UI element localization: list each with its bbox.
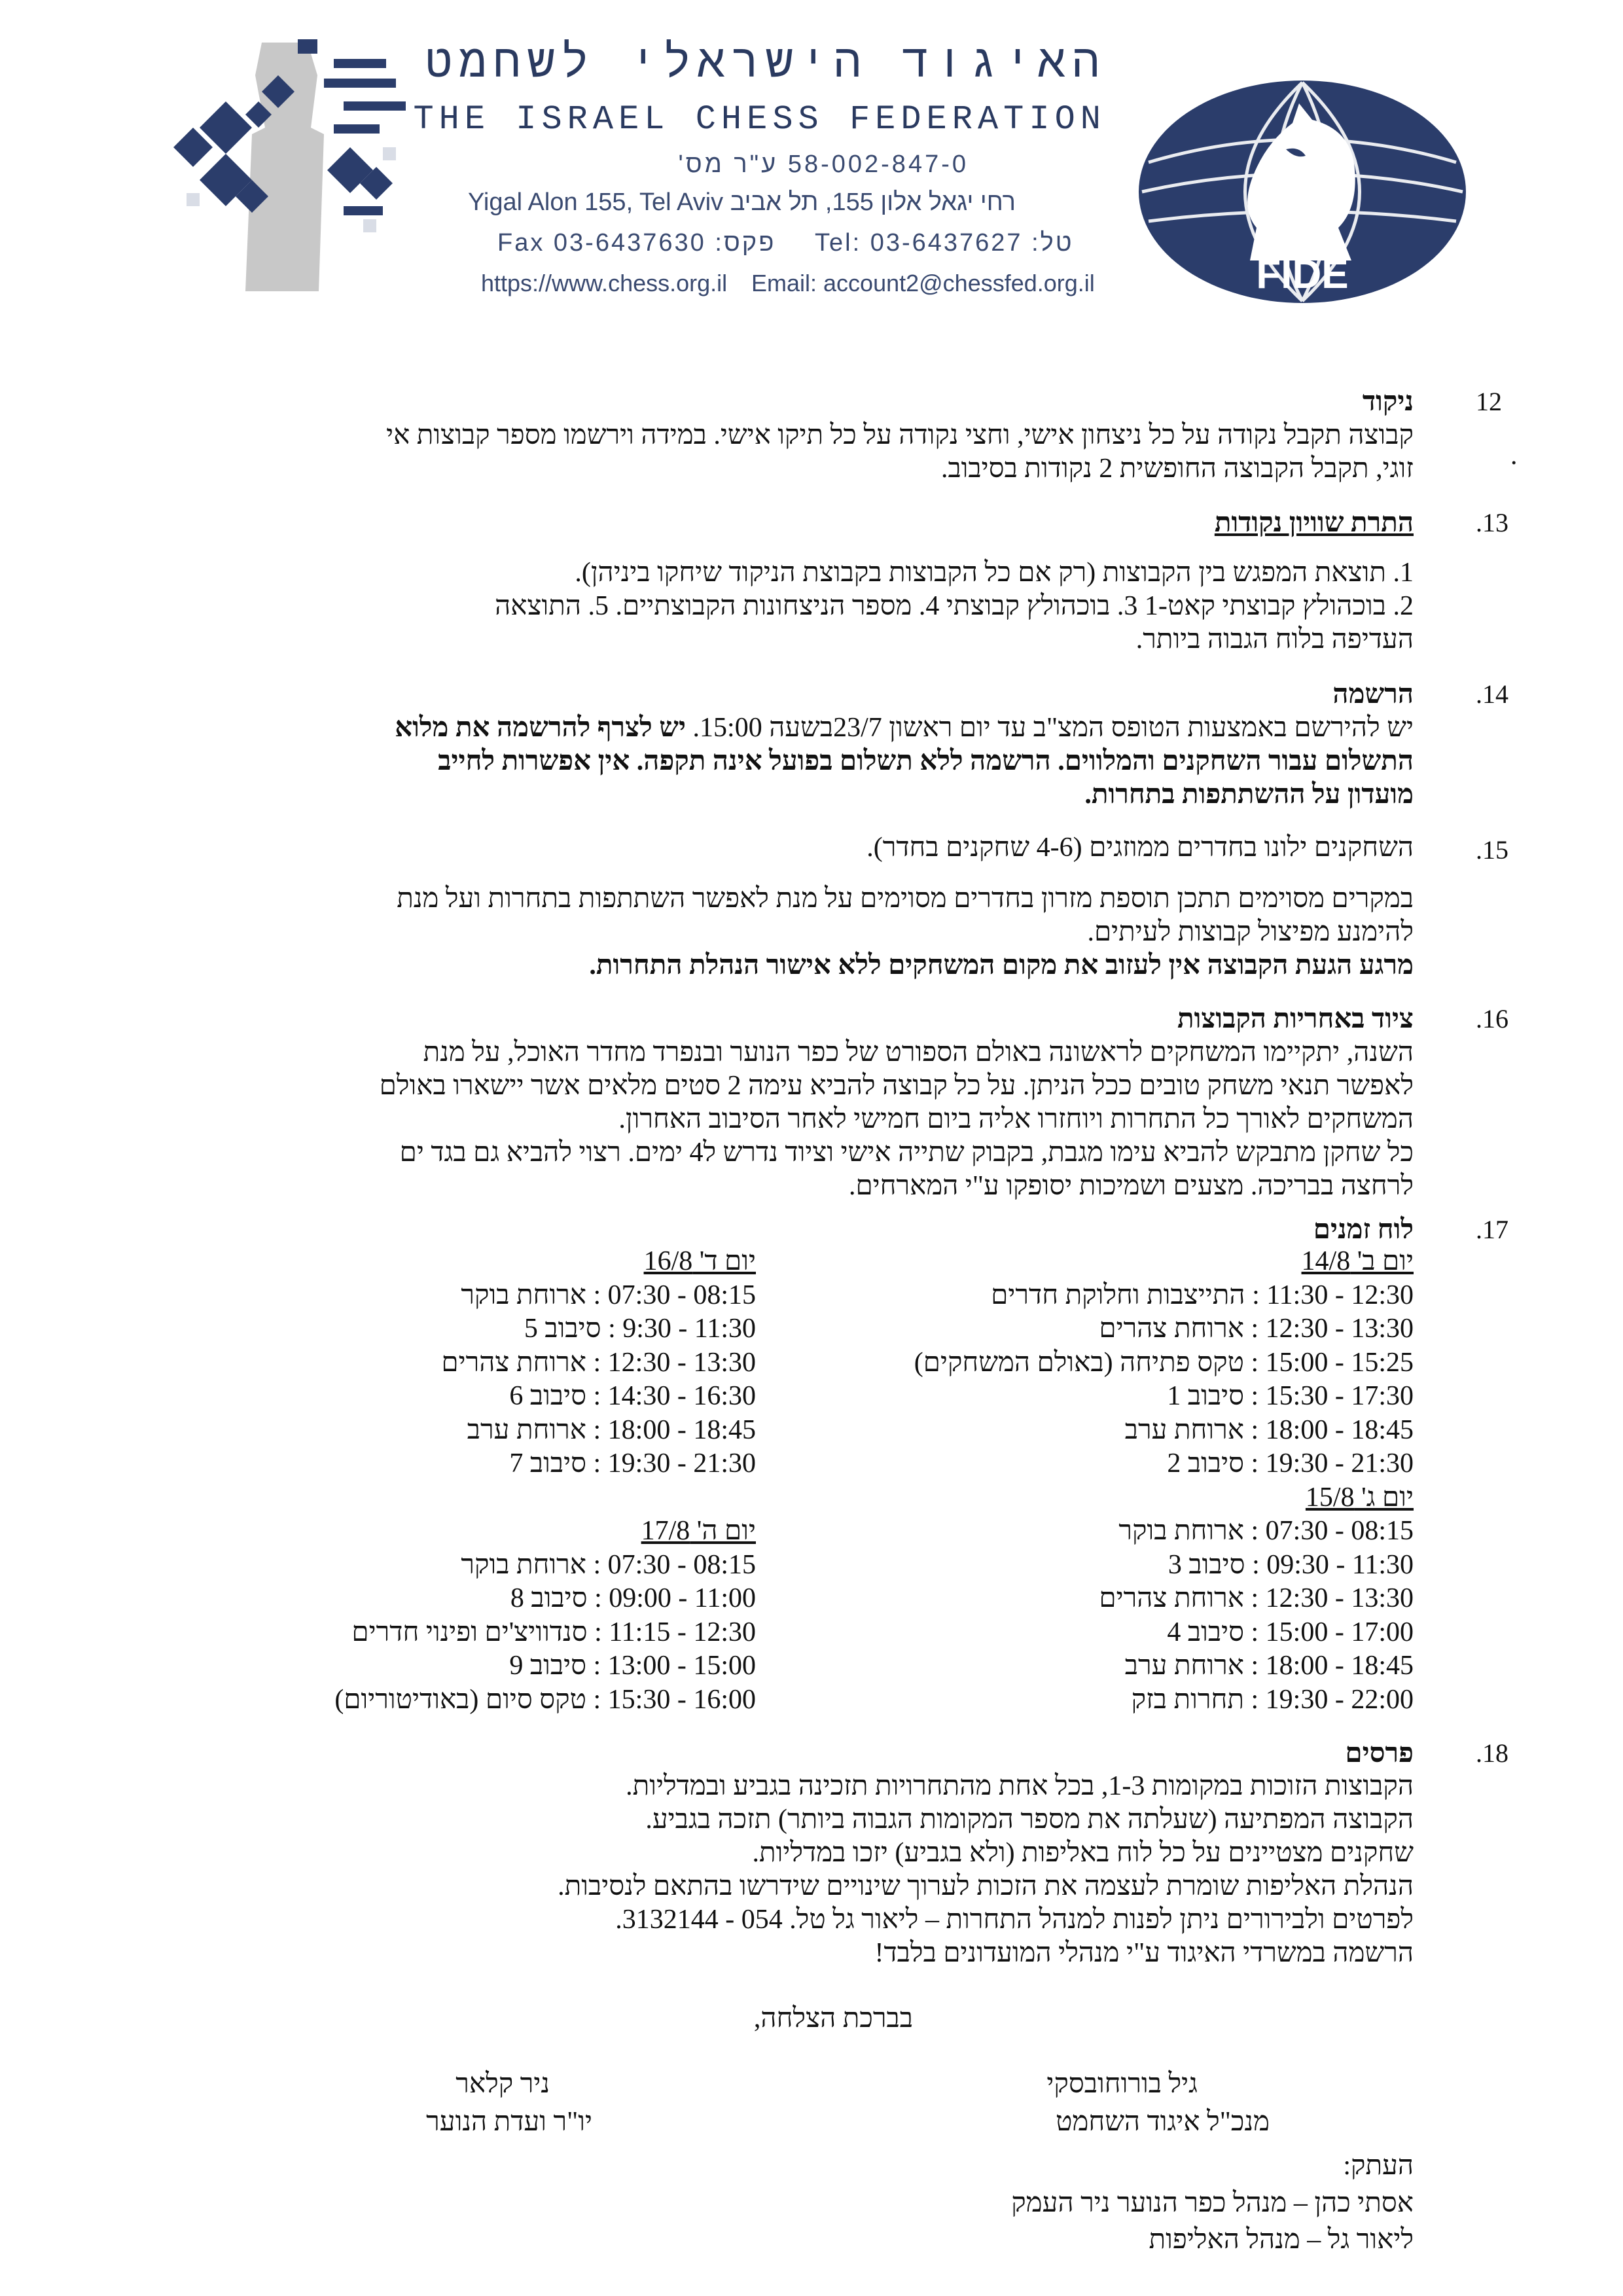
schedule-row: 07:30 - 08:15 : ארוחת בוקר bbox=[167, 1279, 756, 1313]
paragraph-line: המשחקים לאורך כל התחרות ויוחזרו אליה ביום חמישי לאחר הסיבוב האחרון. bbox=[618, 1104, 1414, 1134]
section-number: .17 bbox=[1476, 1215, 1508, 1244]
schedule-day: יום ד' 16/8 bbox=[643, 1246, 756, 1276]
section-tiebreak-body bbox=[52, 556, 1414, 656]
schedule-row: 9:30 - 11:30 : סיבוב 5 bbox=[167, 1312, 756, 1346]
section-number: 12 bbox=[1476, 387, 1502, 416]
schedule-row: 14:30 - 16:30 : סיבוב 6 bbox=[167, 1380, 756, 1414]
schedule-time: 09:00 - 11:00 bbox=[609, 1583, 756, 1613]
schedule-time: 12:30 - 13:30 bbox=[607, 1347, 756, 1378]
schedule-time: 13:00 - 15:00 bbox=[607, 1651, 756, 1681]
paragraph-line: במקרים מסוימים תתכן תוספת מזרון בחדרים מסוימים על מנת לאפשר השתתפות בתחרות ועל מנת bbox=[397, 884, 1414, 914]
lodging-warning: מרגע הגעת הקבוצה אין לעזוב את מקום המשחקים ללא אישור הנהלת התחרות. bbox=[589, 950, 1414, 980]
schedule-time: 12:30 - 13:30 bbox=[1265, 1583, 1414, 1613]
schedule-row: 15:30 - 17:30 : סיבוב 1 bbox=[785, 1380, 1414, 1414]
schedule-row: 19:30 - 21:30 : סיבוב 2 bbox=[785, 1447, 1414, 1481]
stray-dot: . bbox=[1510, 440, 1518, 471]
schedule-event: ארוחת צהרים bbox=[441, 1347, 586, 1378]
section-title-schedule: לוח זמנים bbox=[1313, 1215, 1414, 1245]
section-lodging-intro: השחקנים ילונו בחדרים ממוזגים (4-6 שחקנים בחדר). bbox=[866, 833, 1414, 863]
section-title-tiebreak: התרת שוויון נקודות bbox=[1214, 508, 1414, 538]
schedule-time: 09:30 - 11:30 bbox=[1266, 1549, 1414, 1580]
section-title-registration: הרשמה bbox=[1332, 679, 1414, 709]
schedule-event: ארוחת בוקר bbox=[461, 1280, 586, 1310]
schedule-event: ארוחת ערב bbox=[1124, 1414, 1244, 1445]
schedule-event: סיבוב 6 bbox=[509, 1381, 586, 1411]
section-equipment-body bbox=[52, 1036, 1414, 1203]
section-number: .14 bbox=[1476, 679, 1508, 709]
schedule-event: סיבוב 4 bbox=[1167, 1617, 1244, 1647]
schedule-time: 19:30 - 21:30 bbox=[607, 1448, 756, 1479]
schedule-event: טקס פתיחה (באולם המשחקים) bbox=[914, 1347, 1244, 1378]
schedule-event: סנדוויצ'ים ופינוי חדרים bbox=[351, 1617, 588, 1647]
paragraph-line: 1. תוצאת המפגש בין הקבוצות (רק אם כל הקבוצות בקבוצת הניקוד שיחקו ביניהן). bbox=[575, 558, 1414, 588]
schedule-row: 12:30 - 13:30 : ארוחת צהרים bbox=[785, 1312, 1414, 1346]
schedule-row: 12:30 - 13:30 : ארוחת צהרים bbox=[167, 1346, 756, 1380]
signer-role: מנכ"ל איגוד השחמט bbox=[1056, 2107, 1270, 2137]
section-registration-body bbox=[52, 711, 1414, 812]
website-link[interactable]: https://www.chess.org.il bbox=[481, 270, 728, 296]
schedule-row: 07:30 - 08:15 : ארוחת בוקר bbox=[785, 1515, 1414, 1549]
schedule-row: 13:00 - 15:00 : סיבוב 9 bbox=[167, 1649, 756, 1683]
fide-logo bbox=[1135, 77, 1469, 306]
federation-title-english: THE ISRAEL CHESS FEDERATION bbox=[413, 100, 1106, 139]
schedule-time: 18:00 - 18:45 bbox=[1265, 1414, 1414, 1445]
paragraph-line: 2. בוכהולץ קבוצתי קאט-1 3. בוכהולץ קבוצתי 4. מספר הניצחונות הקבוצתיים. 5. התוצאה bbox=[495, 591, 1414, 621]
paragraph-line: לאפשר תנאי משחק טובים ככל הניתן. על כל קבוצה להביא עימה 2 סטים מלאים אשר יישארו באולם bbox=[379, 1071, 1414, 1101]
schedule-row: 18:00 - 18:45 : ארוחת ערב bbox=[785, 1414, 1414, 1448]
schedule-row: 19:30 - 21:30 : סיבוב 7 bbox=[167, 1447, 756, 1481]
schedule-row: 15:00 - 15:25 : טקס פתיחה (באולם המשחקים) bbox=[785, 1346, 1414, 1380]
schedule-event: ארוחת בוקר bbox=[461, 1549, 586, 1580]
schedule-event: ארוחת בוקר bbox=[1118, 1516, 1244, 1546]
section-number: .16 bbox=[1476, 1004, 1508, 1033]
schedule-event: ארוחת ערב bbox=[467, 1414, 586, 1445]
paragraph-line: לרחצה בבריכה. מצעים ושמיכות יסופקו ע"י המארחים. bbox=[848, 1171, 1414, 1201]
schedule-time: 19:30 - 21:30 bbox=[1265, 1448, 1414, 1479]
paragraph-line: קבוצה תקבל נקודה על כל ניצחון אישי, וחצי נקודה על כל תיקו אישי. במידה וירשמו מספר קבוצות אי bbox=[386, 420, 1414, 450]
schedule-column-left bbox=[167, 1245, 756, 1717]
cc-line: ליאור גל – מנהל האליפות bbox=[1149, 2225, 1414, 2255]
schedule-event: סיבוב 5 bbox=[524, 1314, 601, 1344]
section-title-prizes: פרסים bbox=[1345, 1738, 1414, 1768]
paragraph-line: השנה, יתקיימו המשחקים לראשונה באולם הספורט של כפר הנוער ובנפרד מחדר האוכל, על מנת bbox=[423, 1037, 1414, 1067]
paragraph-line: כל שחקן מתבקש להביא עימו מגבת, בקבוק שתייה אישי וציוד נדרש ל4 ימים. רצוי להביא גם בגד ים bbox=[399, 1138, 1414, 1168]
schedule-row: 09:00 - 11:00 : סיבוב 8 bbox=[167, 1582, 756, 1616]
section-title-equipment: ציוד באחריות הקבוצות bbox=[1177, 1004, 1414, 1034]
cc-line: אסתי כהן – מנהל כפר הנוער ניר העמק bbox=[1011, 2188, 1414, 2218]
schedule-row: 18:00 - 18:45 : ארוחת ערב bbox=[785, 1649, 1414, 1683]
schedule-row: 07:30 - 08:15 : ארוחת בוקר bbox=[167, 1549, 756, 1583]
email-link[interactable]: Email: account2@chessfed.org.il bbox=[751, 270, 1095, 296]
schedule-time: 18:00 - 18:45 bbox=[1265, 1651, 1414, 1681]
schedule-time: 15:30 - 17:30 bbox=[1265, 1381, 1414, 1411]
schedule-row: 11:15 - 12:30 : סנדוויצ'ים ופינוי חדרים bbox=[167, 1616, 756, 1650]
federation-title-hebrew: האיגוד הישראלי לשחמט bbox=[425, 34, 1106, 88]
fax-number: Fax 03-6437630 :פקס bbox=[497, 229, 776, 257]
schedule-event: סיבוב 9 bbox=[509, 1651, 586, 1681]
paragraph-line: מועדון על ההשתתפות בתחרות. bbox=[1084, 780, 1414, 810]
schedule-row: 12:30 - 13:30 : ארוחת צהרים bbox=[785, 1582, 1414, 1616]
schedule-event: ארוחת צהרים bbox=[1099, 1314, 1244, 1344]
registration-number: 58-002-847-0 ע"ר מס' bbox=[678, 151, 969, 178]
schedule-time: 11:15 - 12:30 bbox=[609, 1617, 756, 1647]
schedule-time: 15:30 - 16:00 bbox=[607, 1684, 756, 1715]
schedule-time: 9:30 - 11:30 bbox=[622, 1314, 756, 1344]
schedule-event: טקס סיום (באודיטוריום) bbox=[334, 1684, 586, 1715]
schedule-row: 19:30 - 22:00 : תחרות בזק bbox=[785, 1683, 1414, 1717]
schedule-column-right bbox=[785, 1245, 1414, 1717]
section-title-scoring: ניקוד bbox=[1362, 387, 1414, 417]
section-prizes-body bbox=[236, 1770, 1414, 1970]
schedule-event: ארוחת צהרים bbox=[1099, 1583, 1244, 1613]
section-number: .15 bbox=[1476, 835, 1508, 865]
cc-label: העתק: bbox=[1343, 2151, 1414, 2181]
schedule-time: 07:30 - 08:15 bbox=[1265, 1516, 1414, 1546]
schedule-row: 18:00 - 18:45 : ארוחת ערב bbox=[167, 1414, 756, 1448]
schedule-time: 07:30 - 08:15 bbox=[607, 1549, 756, 1580]
section-number: .18 bbox=[1476, 1738, 1508, 1768]
paragraph-line: הנהלת האליפות שומרת לעצמה את הזכות לערוך שינויים שידרשו בהתאם לנסיבות. bbox=[558, 1871, 1414, 1901]
signer-name: ניר קלאר bbox=[455, 2069, 550, 2099]
paragraph-line: הקבוצות הזוכות במקומות 1-3, בכל אחת מהתחרויות תזכינה בגביע ובמדליות. bbox=[626, 1771, 1414, 1801]
paragraph-line: הקבוצה המפתיעה (שעלתה את מספר המקומות הגבוה ביותר) תזכה בגביע. bbox=[645, 1804, 1414, 1835]
tel-number: Tel: 03-6437627 :טל bbox=[815, 229, 1074, 257]
fide-text: FIDE bbox=[1256, 252, 1349, 297]
closing-greeting: בברכת הצלחה, bbox=[753, 2003, 913, 2034]
schedule-event: סיבוב 2 bbox=[1167, 1448, 1244, 1479]
schedule-time: 07:30 - 08:15 bbox=[607, 1280, 756, 1310]
section-scoring-body bbox=[52, 419, 1414, 486]
paragraph-line: שחקנים מצטיינים על כל לוח באליפות (ולא בגביע) יזכו במדליות. bbox=[752, 1838, 1414, 1868]
schedule-time: 12:30 - 13:30 bbox=[1265, 1314, 1414, 1344]
schedule-time: 19:30 - 22:00 bbox=[1265, 1684, 1414, 1715]
schedule-time: 18:00 - 18:45 bbox=[607, 1414, 756, 1445]
schedule-event: התייצבות וחלוקת חדרים bbox=[991, 1280, 1245, 1310]
section-lodging-body bbox=[52, 882, 1414, 982]
schedule-event: ארוחת ערב bbox=[1124, 1651, 1244, 1681]
paragraph-line: הרשמה במשרדי האיגוד ע"י מנהלי המועדונים בלבד! bbox=[874, 1938, 1414, 1968]
registration-deadline: יש להירשם באמצעות הטופס המצ"ב עד יום ראשון 23/7בשעה 15:00. bbox=[692, 713, 1414, 743]
schedule-row: 15:30 - 16:00 : טקס סיום (באודיטוריום) bbox=[167, 1683, 756, 1717]
schedule-event: סיבוב 1 bbox=[1167, 1381, 1244, 1411]
schedule-event: סיבוב 3 bbox=[1168, 1549, 1245, 1580]
schedule-day: יום ב' 14/8 bbox=[1301, 1246, 1414, 1276]
schedule-time: 14:30 - 16:30 bbox=[607, 1381, 756, 1411]
schedule-event: סיבוב 8 bbox=[510, 1583, 588, 1613]
schedule-time: 15:00 - 15:25 bbox=[1265, 1347, 1414, 1378]
paragraph-line: התשלום עבור השחקנים והמלווים. הרשמה ללא תשלום בפועל אינה תקפה. אין אפשרות לחייב bbox=[438, 746, 1414, 776]
schedule-event: תחרות בזק bbox=[1131, 1684, 1244, 1715]
schedule-row: 11:30 - 12:30 : התייצבות וחלוקת חדרים bbox=[785, 1279, 1414, 1313]
schedule-row: 15:00 - 17:00 : סיבוב 4 bbox=[785, 1616, 1414, 1650]
registration-payment-note: יש לצרף להרשמה את מלוא bbox=[395, 713, 687, 743]
schedule-row: 09:30 - 11:30 : סיבוב 3 bbox=[785, 1549, 1414, 1583]
paragraph-line: לפרטים ולבירורים ניתן לפנות למנהל התחרות – ליאור גל טל. 054 - 3132144. bbox=[615, 1905, 1414, 1935]
address: Yigal Alon 155, Tel Aviv רחי יגאל אלון 155, תל אביב bbox=[468, 188, 1016, 216]
paragraph-line: להימנע מפיצול קבוצות לעיתים. bbox=[1087, 917, 1414, 947]
signer-role: יו"ר ועדת הנוער bbox=[426, 2107, 592, 2137]
schedule-day: יום ג' 15/8 bbox=[1305, 1482, 1414, 1513]
schedule-event: סיבוב 7 bbox=[509, 1448, 586, 1479]
israel-chess-logo bbox=[147, 29, 435, 317]
paragraph-line: העדיפה בלוח הגבוה ביותר. bbox=[1135, 624, 1414, 655]
schedule-time: 11:30 - 12:30 bbox=[1266, 1280, 1414, 1310]
schedule-time: 15:00 - 17:00 bbox=[1265, 1617, 1414, 1647]
section-number: .13 bbox=[1476, 508, 1508, 537]
signer-name: גיל בורוחובסקי bbox=[1046, 2069, 1198, 2099]
schedule-day: יום ה' 17/8 bbox=[641, 1516, 756, 1546]
paragraph-line: זוגי, תקבל הקבוצה החופשית 2 נקודות בסיבוב. bbox=[940, 454, 1414, 484]
